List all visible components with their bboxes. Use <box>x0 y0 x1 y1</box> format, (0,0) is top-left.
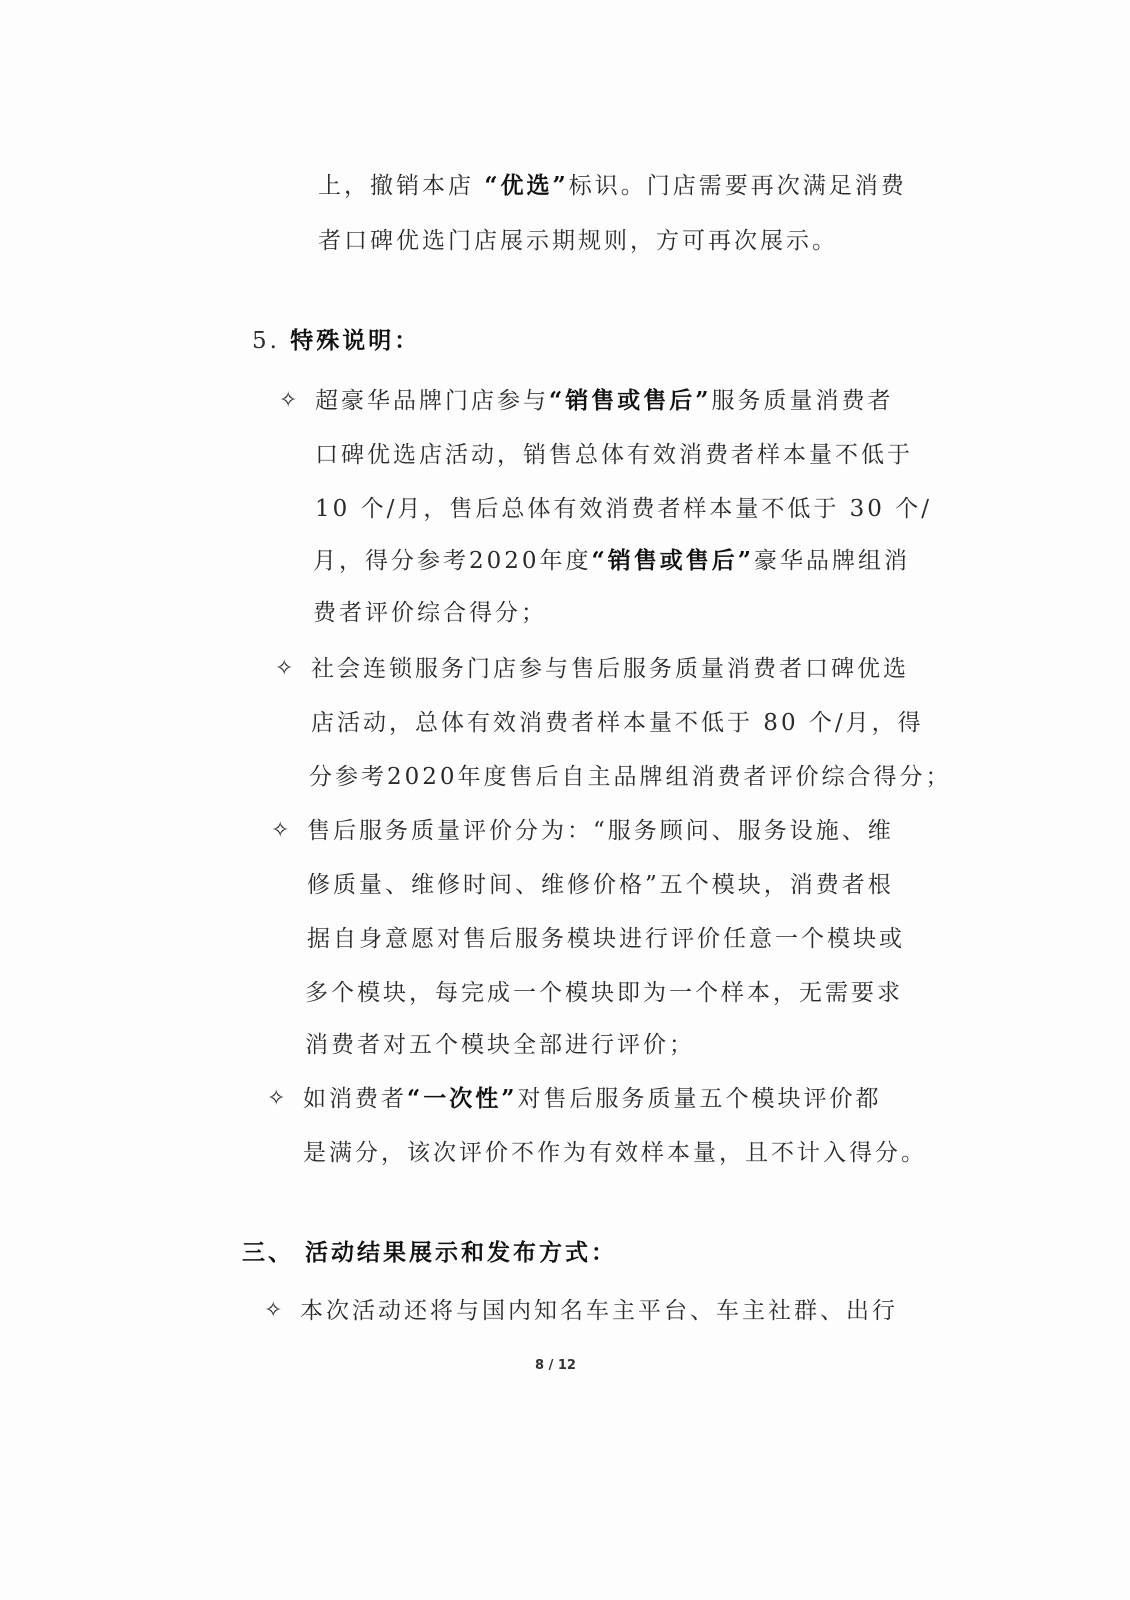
text-line <box>303 1084 881 1114</box>
text-line <box>305 1030 695 1060</box>
text-segment: 费者评价综合得分； <box>313 600 547 626</box>
text-segment: 多个模块，每完成一个模块即为一个样本，无需要求 <box>305 980 903 1006</box>
text-segment: 分参考2020年度售后自主品牌组消费者评价综合得分； <box>309 764 952 790</box>
text-line <box>303 1138 927 1168</box>
text-line <box>318 171 907 201</box>
text-segment: 标识。门店需要再次满足消费 <box>568 173 907 199</box>
text-segment: 是满分，该次评价不作为有效样本量，且不计入得分。 <box>303 1140 927 1166</box>
text-segment: 对售后服务质量五个模块评价都 <box>517 1086 882 1112</box>
section-heading <box>252 326 420 356</box>
text-segment: 月，得分参考2020年度 <box>313 548 592 574</box>
chapter-heading <box>242 1238 617 1268</box>
page-number: 8 / 12 <box>535 1358 576 1373</box>
bold-text: “优选” <box>484 172 569 199</box>
bullet-icon: ✧ <box>271 818 290 843</box>
text-segment: 售后服务质量评价分为：“服务顾问、服务设施、维 <box>307 818 894 844</box>
text-segment: 社会连锁服务门店参与售后服务质量消费者口碑优选 <box>311 656 909 682</box>
bold-text: “一次性” <box>407 1085 518 1112</box>
text-segment: 豪华品牌组消 <box>754 548 911 574</box>
text-line <box>311 654 909 684</box>
text-segment: 10 个/月，售后总体有效消费者样本量不低于 30 个/ <box>315 496 932 522</box>
text-line <box>315 386 893 416</box>
text-segment: 者口碑优选门店展示期规则，方可再次展示。 <box>318 228 838 254</box>
text-segment: 消费者对五个模块全部进行评价； <box>305 1032 695 1058</box>
text-line <box>300 1296 898 1326</box>
bold-text: “销售或售后” <box>549 387 712 414</box>
bullet-icon: ✧ <box>279 388 298 413</box>
text-segment: 口碑优选店活动，销售总体有效消费者样本量不低于 <box>315 442 913 468</box>
bullet-icon: ✧ <box>267 1086 286 1111</box>
text-line <box>305 978 903 1008</box>
text-line <box>309 762 952 792</box>
text-line <box>307 816 894 846</box>
text-segment: 店活动，总体有效消费者样本量不低于 80 个/月，得 <box>311 710 924 736</box>
text-segment: 上，撤销本店 <box>318 173 485 199</box>
text-line <box>318 226 838 256</box>
text-segment: 本次活动还将与国内知名车主平台、车主社群、出行 <box>300 1298 898 1324</box>
text-line <box>307 870 894 900</box>
text-segment: 5. <box>252 328 291 354</box>
bold-text: “销售或售后” <box>591 547 755 574</box>
bullet-icon: ✧ <box>264 1298 283 1323</box>
text-segment: 如消费者 <box>303 1086 407 1112</box>
bold-text: 特殊说明： <box>290 327 421 354</box>
text-line <box>315 494 932 524</box>
text-segment: 修质量、维修时间、维修价格”五个模块，消费者根 <box>307 872 894 898</box>
bold-text: 三、 活动结果展示和发布方式： <box>242 1239 618 1266</box>
text-line <box>313 598 547 628</box>
text-segment: 服务质量消费者 <box>711 388 894 414</box>
text-segment: 超豪华品牌门店参与 <box>315 388 549 414</box>
text-line <box>315 440 913 470</box>
text-line <box>311 708 924 738</box>
text-segment: 据自身意愿对售后服务模块进行评价任意一个模块或 <box>307 926 905 952</box>
text-line <box>307 924 905 954</box>
bullet-icon: ✧ <box>275 656 294 681</box>
text-line <box>313 546 910 576</box>
